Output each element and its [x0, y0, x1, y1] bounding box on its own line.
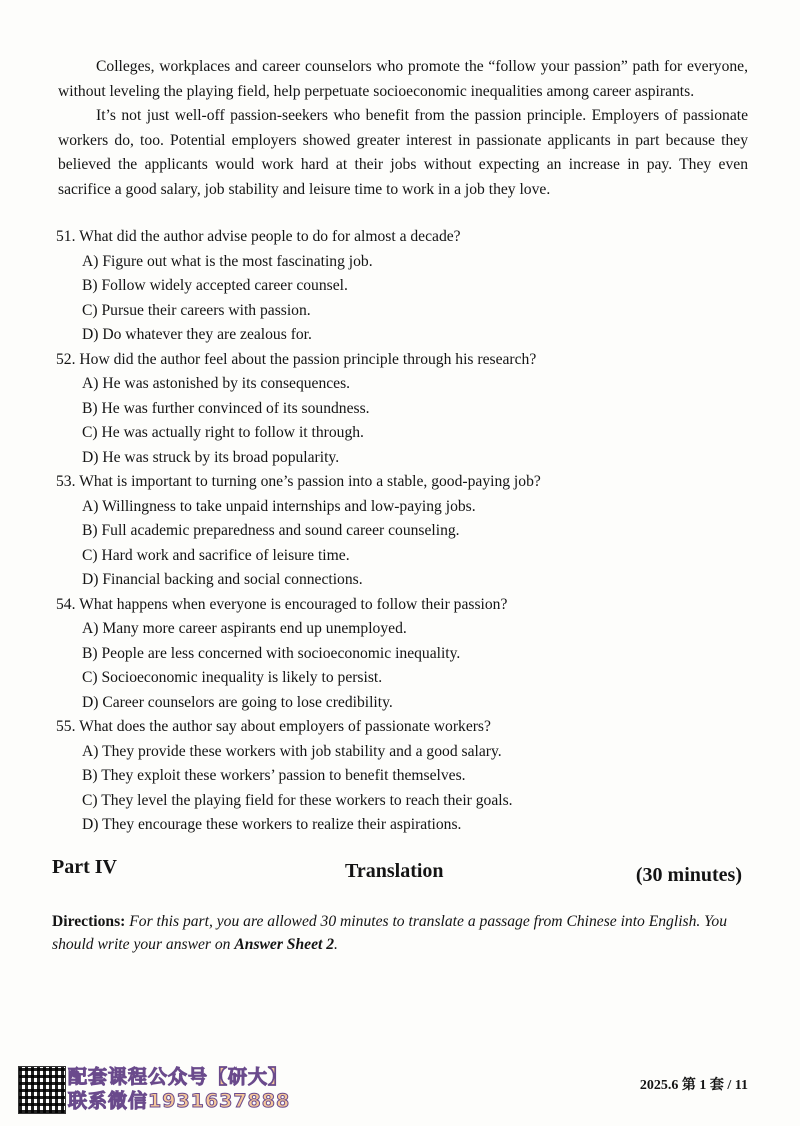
- option-a: A) He was astonished by its consequences.: [82, 375, 351, 392]
- page-number: 2025.6 第 1 套 / 11: [639, 1078, 748, 1093]
- watermark-line-1: 配套课程公众号【研大】: [68, 1066, 289, 1088]
- option-b: B) They exploit these workers’ passion to benefit themselves.: [82, 767, 466, 784]
- passage-text-2: It’s not just well-off passion-seekers who benefit from the passion principle. Employers of passionate workers do, too. Potential employers showed greater interest in passionate applicants in part because they believed the applicants would work hard at their jobs without expecting an increase in pay. They even sacrifice a good salary, job stability and leisure time to work in a job they love.: [58, 107, 748, 198]
- footer: [18, 1066, 748, 1116]
- passage-text-1: Colleges, workplaces and career counselors who promote the “follow your passion” path for everyone, without leveling the playing field, help perpetuate socioeconomic inequalities among career aspirants.: [58, 58, 748, 100]
- option-c: C) Pursue their careers with passion.: [82, 301, 311, 319]
- qr-code-icon: [18, 1066, 66, 1114]
- option-a: A) Figure out what is the most fascinating job.: [82, 252, 373, 270]
- watermark-line-2: 联系微信1931637888: [68, 1090, 291, 1112]
- question-51: [56, 225, 756, 348]
- option-d: D) Career counselors are going to lose credibility.: [82, 693, 393, 711]
- question-stem: 53. What is important to turning one’s passion into a stable, good-paying job?: [56, 473, 541, 490]
- option-c: C) Hard work and sacrifice of leisure time.: [82, 546, 350, 564]
- question-list: [56, 225, 756, 838]
- option-c: C) Socioeconomic inequality is likely to persist.: [82, 669, 383, 686]
- question-53: [56, 470, 756, 593]
- question-54: [56, 593, 756, 716]
- option-c: C) He was actually right to follow it through.: [82, 424, 364, 441]
- option-b: B) Full academic preparedness and sound career counseling.: [82, 522, 460, 539]
- passage-paragraph-2: [58, 104, 748, 202]
- option-d: D) He was struck by its broad popularity.: [82, 448, 340, 466]
- question-55: [56, 715, 756, 838]
- option-b: B) People are less concerned with socioeconomic inequality.: [82, 644, 461, 662]
- option-b: B) He was further convinced of its soundness.: [82, 399, 370, 417]
- part-label: Part IV: [52, 856, 117, 878]
- answer-sheet-ref: Answer Sheet 2: [234, 936, 335, 953]
- option-d: D) Financial backing and social connections.: [82, 571, 363, 588]
- option-a: A) Willingness to take unpaid internships and low-paying jobs.: [82, 497, 476, 515]
- question-stem: 54. What happens when everyone is encouraged to follow their passion?: [56, 595, 508, 613]
- question-stem: 52. How did the author feel about the passion principle through his research?: [56, 350, 537, 368]
- option-a: A) Many more career aspirants end up unemployed.: [82, 620, 407, 637]
- option-d: D) Do whatever they are zealous for.: [82, 326, 312, 343]
- part-heading: [52, 856, 744, 890]
- question-52: [56, 348, 756, 471]
- option-b: B) Follow widely accepted career counsel.: [82, 277, 348, 294]
- option-d: D) They encourage these workers to realize their aspirations.: [82, 816, 462, 833]
- option-a: A) They provide these workers with job stability and a good salary.: [82, 742, 502, 760]
- part-time: (30 minutes): [635, 864, 742, 886]
- passage-paragraph-1: [58, 55, 748, 104]
- directions-label: Directions:: [52, 913, 126, 930]
- option-c: C) They level the playing field for these workers to reach their goals.: [82, 791, 513, 809]
- question-stem: 55. What does the author say about employers of passionate workers?: [56, 718, 491, 735]
- directions-end: .: [334, 936, 338, 953]
- part-title: Translation: [345, 860, 444, 882]
- directions-text: For this part, you are allowed 30 minutes to translate a passage from Chinese into English. You should write your answer on: [52, 913, 728, 953]
- question-stem: 51. What did the author advise people to do for almost a decade?: [56, 228, 461, 245]
- directions: [52, 910, 744, 956]
